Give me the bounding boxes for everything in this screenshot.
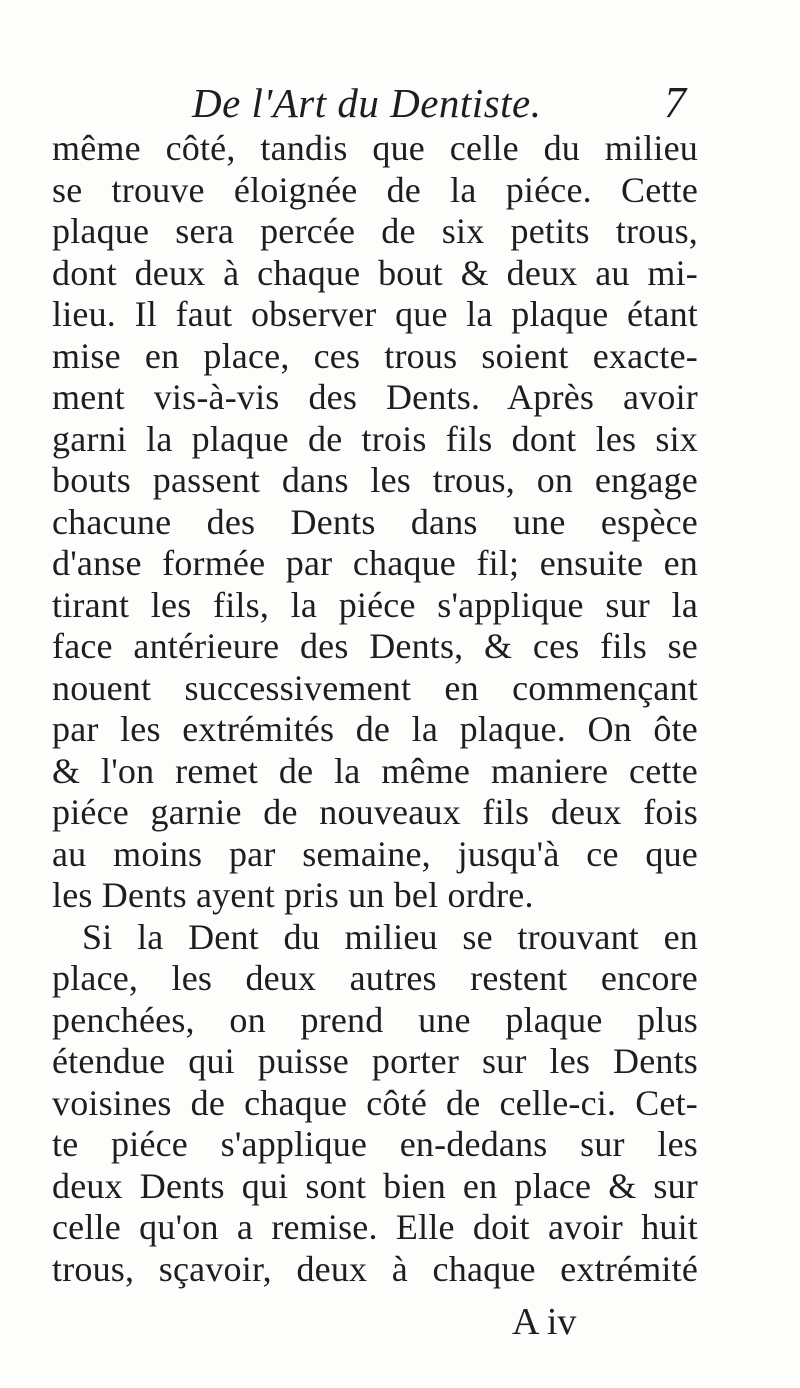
text-line: même côté, tandis que celle du milieu	[52, 128, 698, 168]
text-line: face antérieure des Dents, & ces fils se	[52, 626, 698, 666]
text-line: celle qu'on a remise. Elle doit avoir huit	[52, 1207, 698, 1247]
paragraph-end-line: les Dents ayent pris un bel ordre.	[52, 875, 534, 915]
text-line: plaque sera percée de six petits trous,	[52, 211, 698, 251]
text-line: chacune des Dents dans une espèce	[52, 501, 698, 542]
text-line: mise en place, ces trous soient exacte-	[52, 335, 698, 376]
text-line: étendue qui puisse porter sur les Dents	[52, 1041, 698, 1081]
text-line: tirant les fils, la piéce s'applique sur la	[52, 584, 698, 625]
text-line: ment vis-à-vis des Dents. Après avoir	[52, 377, 698, 417]
text-line: trous, sçavoir, deux à chaque extrémité	[52, 1248, 698, 1289]
body-text	[52, 128, 698, 1290]
text-line: & l'on remet de la même maniere cette	[52, 750, 698, 791]
text-line: garni la plaque de trois fils dont les six	[52, 418, 698, 459]
text-line: voisines de chaque côté de celle-ci. Cet-	[52, 1082, 698, 1123]
text-line: au moins par semaine, jusqu'à ce que	[52, 833, 698, 874]
text-line: lieu. Il faut observer que la plaque étant	[52, 294, 698, 334]
text-line: bouts passent dans les trous, on engage	[52, 460, 698, 500]
text-line: penchées, on prend une plaque plus	[52, 999, 698, 1040]
text-line: deux Dents qui sont bien en place & sur	[52, 1165, 698, 1206]
text-line: piéce garnie de nouveaux fils deux fois	[52, 792, 698, 832]
text-line: se trouve éloignée de la piéce. Cette	[52, 169, 698, 210]
text-line: nouent successivement en commençant	[52, 667, 698, 708]
text-line: d'anse formée par chaque fil; ensuite en	[52, 543, 698, 583]
signature-mark: A iv	[512, 1301, 577, 1343]
text-line: te piéce s'applique en-dedans sur les	[52, 1124, 698, 1164]
page-number: 7	[664, 78, 686, 127]
running-title: De l'Art du Dentiste.	[192, 80, 542, 126]
text-line: place, les deux autres restent encore	[52, 958, 698, 998]
page-header	[0, 78, 800, 128]
text-line: dont deux à chaque bout & deux au mi-	[52, 252, 698, 293]
text-line: par les extrémités de la plaque. On ôte	[52, 709, 698, 749]
paragraph-start-line: Si la Dent du milieu se trouvant en	[82, 916, 698, 957]
